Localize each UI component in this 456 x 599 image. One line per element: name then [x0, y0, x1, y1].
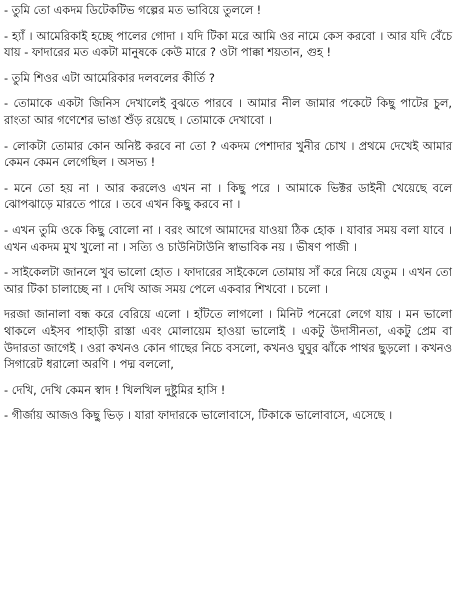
document-page — [4, 2, 452, 433]
paragraph-2: - হ্যাঁ । আমেরিকাই হচ্ছে পালের গোদা । যদি টিকা মরে আমি ওর নামে কেস করবো । আর যদি বেঁচে যায় - ফাদারের মত একটা মানুষকে কেউ মারে ? ওটা পাক্কা শয়তান, গুহ ! — [4, 28, 452, 60]
paragraph-8: - সাইকেলটা জানলে খুব ভালো হোত । ফাদারের সাইকেলে তোমায় সাঁ করে নিয়ে যেতুম । এখন তো আর টিকা চালাচ্ছে না । দেখি আজ সময় পেলে একবার শিখবো । চলো । — [4, 265, 452, 296]
paragraph-10: - দেখি, দেখি কেমন স্বাদ ! খিলখিল দুষ্টুমির হাসি ! — [4, 382, 226, 397]
paragraph-6: - মনে তো হয় না । আর করলেও এখন না । কিছু পরে । আমাকে ভিক্টর ডাইনী খেয়েছে বলে ঝোপঝাড়ে মারতে পারে । তবে এখন কিছু করবে না । — [4, 180, 452, 212]
paragraph-1: - তুমি তো একদম ডিটেকটিভ গল্পের মত ভাবিয়ে তুললে ! — [4, 3, 262, 17]
paragraph-11: - গীর্জায় আজও কিছু ভিড় । যারা ফাদারকে ভালোবাসে, টিকাকে ভালোবাসে, এসেছে । — [4, 408, 393, 423]
paragraph-4: - তোমাকে একটা জিনিস দেখালেই বুঝতে পারবে । আমার নীল জামার পকেটে কিছু পাটের চুল, রাংতা আর গণেশের ভাঙা শুঁড় রয়েছে । তোমাকে দেখাবো । — [4, 96, 452, 127]
paragraph-3: - তুমি শিওর এটা আমেরিকার দলবলের কীর্তি ? — [4, 70, 215, 85]
paragraph-5: - লোকটা তোমার কোন অনিষ্ট করবে না তো ? একদম পেশাদার খুনীর চোখ । প্রথমে দেখেই আমার কেমন কেমন লেগেছিল । অসভ্য ! — [4, 138, 452, 170]
paragraph-9: দরজা জানালা বন্ধ করে বেরিয়ে এলো । হাঁটতে লাগলো । মিনিট পনেরো লেগে যায় । মন ভালো থাকলে এইসব পাহাড়ী রাস্তা এবং মোলায়েম হাওয়া ভালোই । একটু উদাসীনতা, একটু প্রেম বা উদারতা জাগেই । ওরা কখনও কোন গাছের নিচে বসলো, কখনও ঘুঘুর ঝাঁকে পাথর ছুড়লো । কখনও সিগারেট ধরালো অরণি । পদ্ম বললো, — [4, 307, 452, 372]
paragraph-7: - এখন তুমি ওকে কিছু বোলো না । বরং আগে আমাদের যাওয়া ঠিক হোক । যাবার সময় বলা যাবে । এখন একদম মুখ খুলো না । সত্যি ও চাউনিটাউনি স্বাভাবিক নয় । ভীষণ পাজী । — [4, 222, 452, 254]
